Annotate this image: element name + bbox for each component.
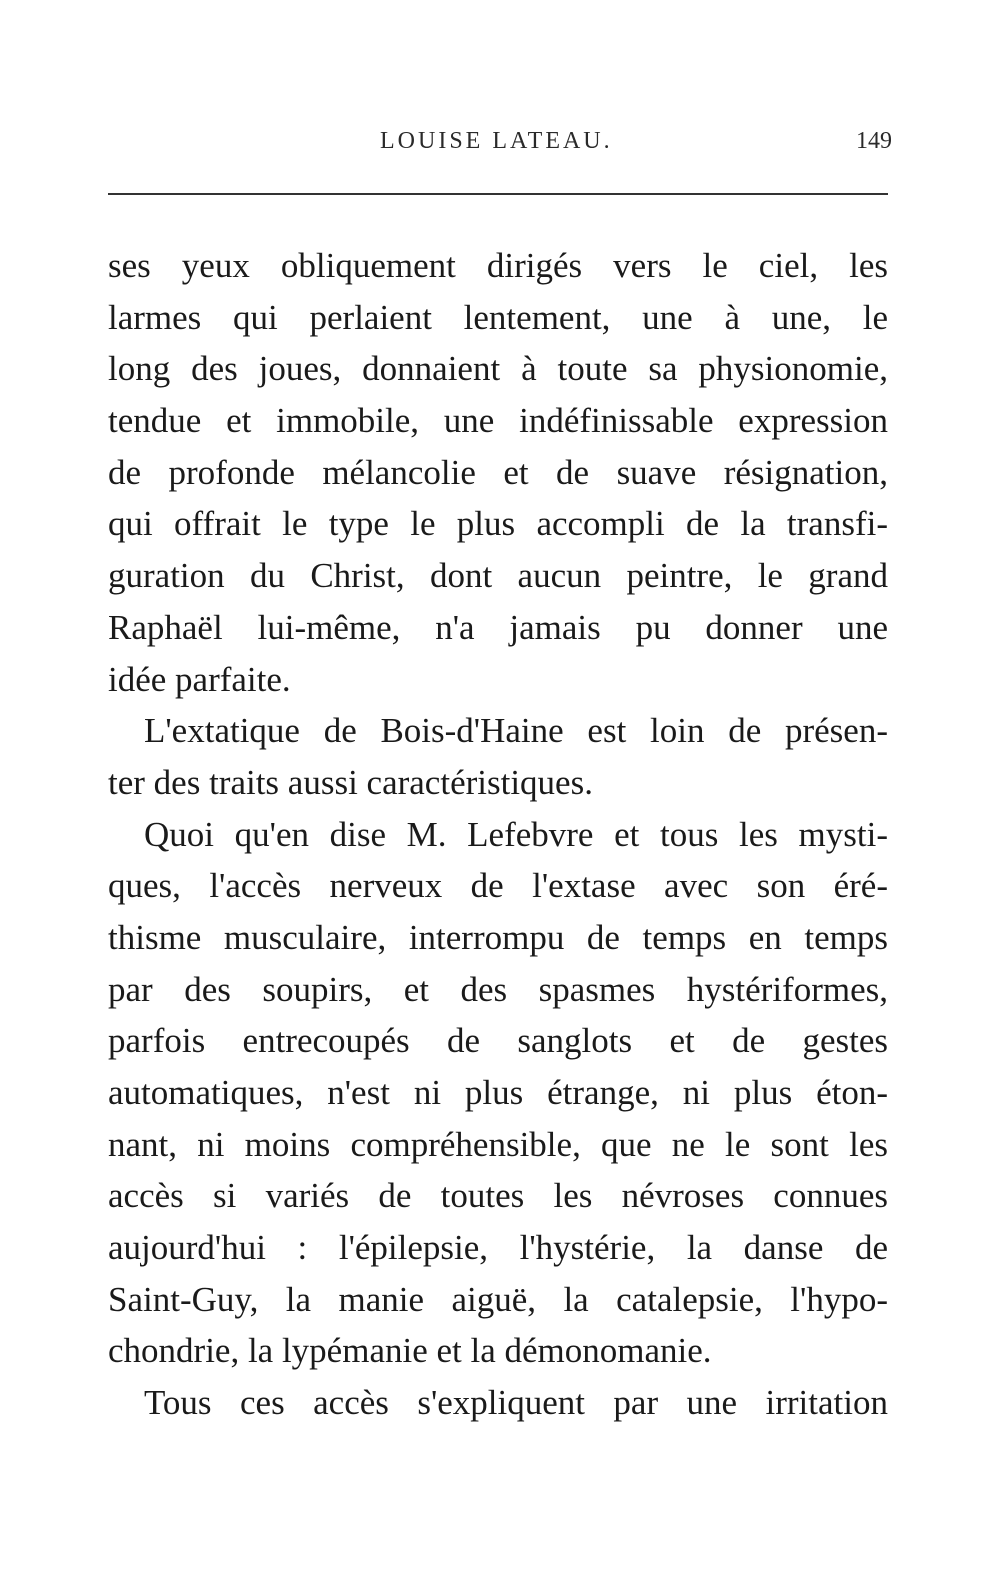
text-line: larmes qui perlaient lentement, une à une, le bbox=[108, 297, 888, 337]
text-line: accès si variés de toutes les névroses connues bbox=[108, 1176, 888, 1216]
text-line: idée parfaite. bbox=[108, 659, 291, 699]
text-line: Quoi qu'en dise M. Lefebvre et tous les mysti- bbox=[144, 814, 888, 854]
text-line: L'extatique de Bois-d'Haine est loin de présen- bbox=[144, 711, 888, 751]
text-line: ses yeux obliquement dirigés vers le ciel, les bbox=[108, 246, 888, 285]
text-line: nant, ni moins compréhensible, que ne le sont les bbox=[108, 1124, 888, 1164]
text-line: qui offrait le type le plus accompli de la transfi- bbox=[108, 504, 888, 544]
text-line: automatiques, n'est ni plus étrange, ni plus éton- bbox=[108, 1073, 888, 1112]
running-head bbox=[0, 128, 1000, 168]
text-line: par des soupirs, et des spasmes hystériformes, bbox=[108, 969, 888, 1009]
text-line: Raphaël lui-même, n'a jamais pu donner une bbox=[108, 607, 888, 647]
header-rule bbox=[108, 193, 888, 195]
text-line: parfois entrecoupés de sanglots et de gestes bbox=[108, 1021, 888, 1061]
text-line: guration du Christ, dont aucun peintre, le grand bbox=[108, 556, 888, 596]
text-line: ter des traits aussi caractéristiques. bbox=[108, 762, 593, 802]
text-line: Tous ces accès s'expliquent par une irritation bbox=[144, 1383, 888, 1423]
text-line: chondrie, la lypémanie et la démonomanie. bbox=[108, 1331, 712, 1371]
body-text bbox=[108, 240, 888, 1429]
page-number: 149 bbox=[856, 128, 892, 154]
text-line: aujourd'hui : l'épilepsie, l'hystérie, la danse de bbox=[108, 1228, 888, 1268]
running-title: LOUISE LATEAU. bbox=[380, 128, 613, 154]
text-line: long des joues, donnaient à toute sa physionomie, bbox=[108, 349, 888, 389]
text-line: de profonde mélancolie et de suave résignation, bbox=[108, 452, 888, 492]
text-line: tendue et immobile, une indéfinissable expression bbox=[108, 401, 888, 441]
text-line: Saint-Guy, la manie aiguë, la catalepsie, l'hypo- bbox=[108, 1279, 888, 1319]
text-line: ques, l'accès nerveux de l'extase avec son éré- bbox=[108, 866, 888, 906]
text-line: thisme musculaire, interrompu de temps en temps bbox=[108, 917, 888, 957]
